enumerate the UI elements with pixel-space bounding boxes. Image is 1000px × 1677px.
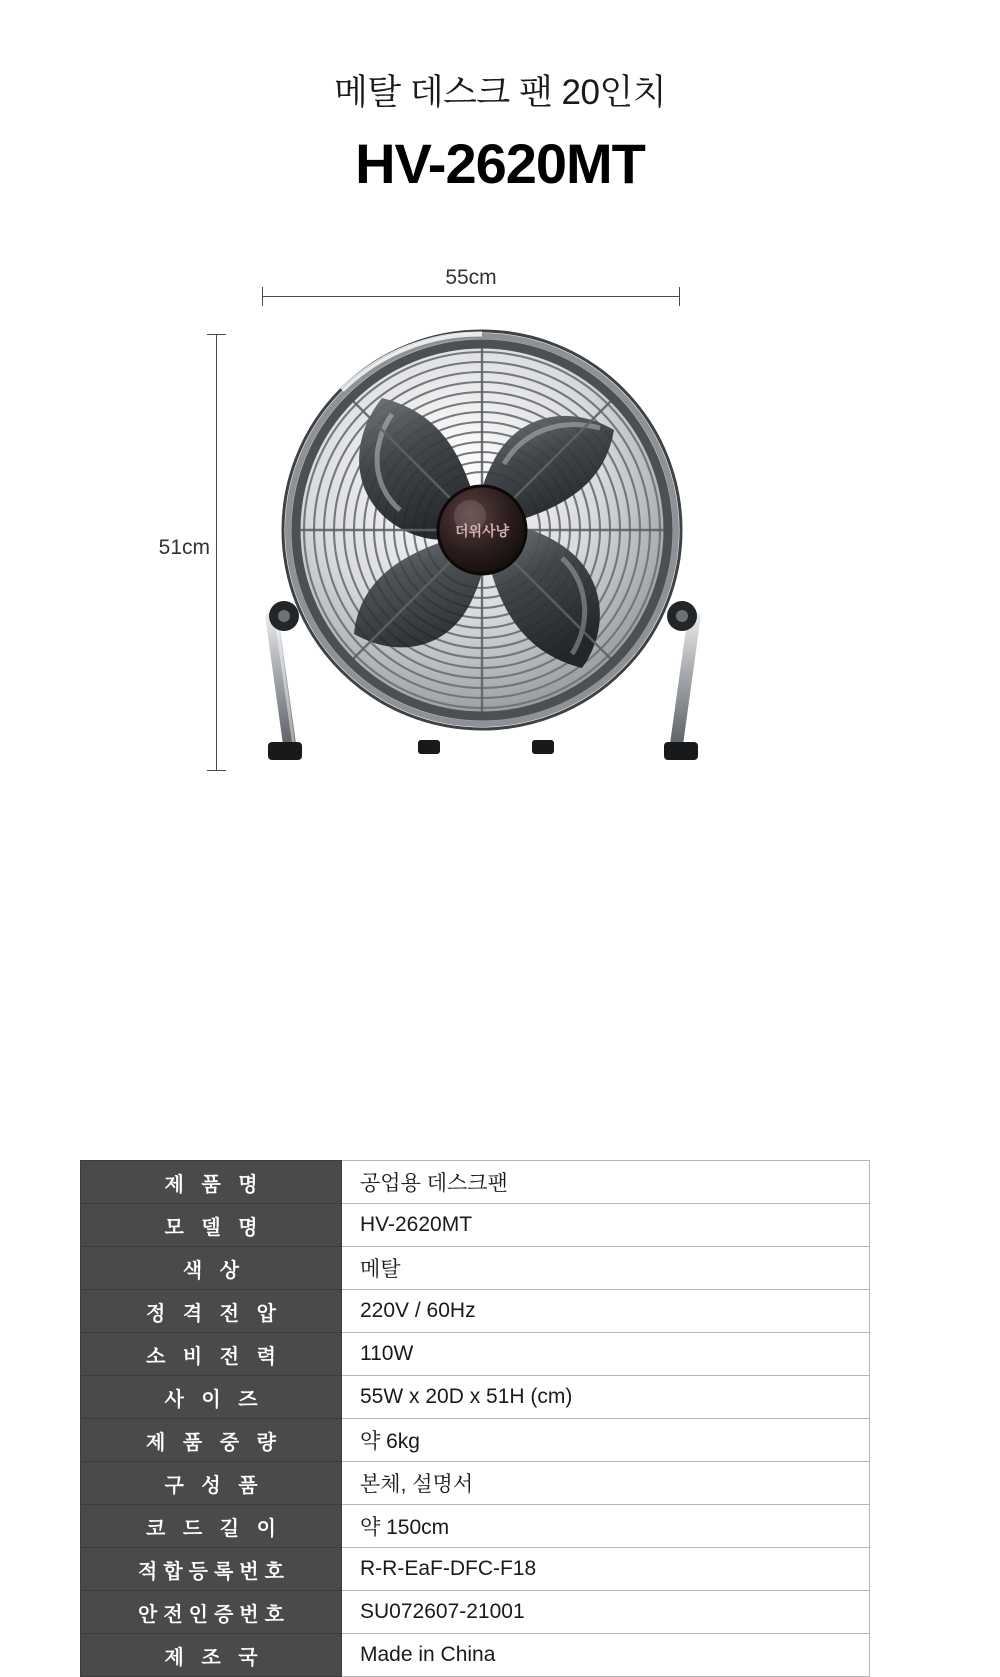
spec-value: SU072607-21001: [342, 1591, 870, 1634]
table-row: [81, 1634, 870, 1677]
spec-table-body: [81, 1161, 870, 1677]
spec-value: 공업용 데스크팬: [342, 1161, 870, 1204]
spec-label: 소 비 전 력: [81, 1333, 342, 1376]
hub-brand-text: 더위사냥: [454, 523, 510, 540]
spec-value: Made in China: [342, 1634, 870, 1677]
fan-hub: [438, 486, 526, 574]
table-row: [81, 1462, 870, 1505]
table-row: [81, 1548, 870, 1591]
fan-product-image: [232, 318, 762, 788]
spec-value: HV-2620MT: [342, 1204, 870, 1247]
table-row: [81, 1376, 870, 1419]
spec-label: 코 드 길 이: [81, 1505, 342, 1548]
spec-value: R-R-EaF-DFC-F18: [342, 1548, 870, 1591]
spec-label: 제 품 중 량: [81, 1419, 342, 1462]
table-row: [81, 1161, 870, 1204]
spec-label: 색 상: [81, 1247, 342, 1290]
spec-label: 제 품 명: [81, 1161, 342, 1204]
height-dimension-line: [216, 334, 217, 771]
table-row: [81, 1290, 870, 1333]
spec-value: 메탈: [342, 1247, 870, 1290]
table-row: [81, 1333, 870, 1376]
spec-value: 110W: [342, 1333, 870, 1376]
spec-label: 사 이 즈: [81, 1376, 342, 1419]
spec-value: 약 6kg: [342, 1419, 870, 1462]
table-row: [81, 1591, 870, 1634]
table-row: [81, 1247, 870, 1290]
width-dimension-label: 55cm: [445, 266, 497, 290]
spec-value: 220V / 60Hz: [342, 1290, 870, 1333]
spec-label: 모 델 명: [81, 1204, 342, 1247]
table-row: [81, 1505, 870, 1548]
spec-label: 적합등록번호: [81, 1548, 342, 1591]
spec-label: 제 조 국: [81, 1634, 342, 1677]
product-figure: [0, 248, 1000, 808]
spec-label: 안전인증번호: [81, 1591, 342, 1634]
spec-label: 구 성 품: [81, 1462, 342, 1505]
table-row: [81, 1419, 870, 1462]
spec-value: 약 150cm: [342, 1505, 870, 1548]
table-row: [81, 1204, 870, 1247]
page-header: [0, 0, 1000, 196]
height-dimension-label: 51cm: [158, 536, 210, 560]
spec-label: 정 격 전 압: [81, 1290, 342, 1333]
width-dimension-line: [262, 296, 680, 297]
spec-value: 본체, 설명서: [342, 1462, 870, 1505]
spec-value: 55W x 20D x 51H (cm): [342, 1376, 870, 1419]
product-model-title: HV-2620MT: [355, 132, 645, 195]
specification-table: [80, 1160, 870, 1677]
product-subtitle: 메탈 데스크 팬 20인치: [333, 73, 667, 112]
